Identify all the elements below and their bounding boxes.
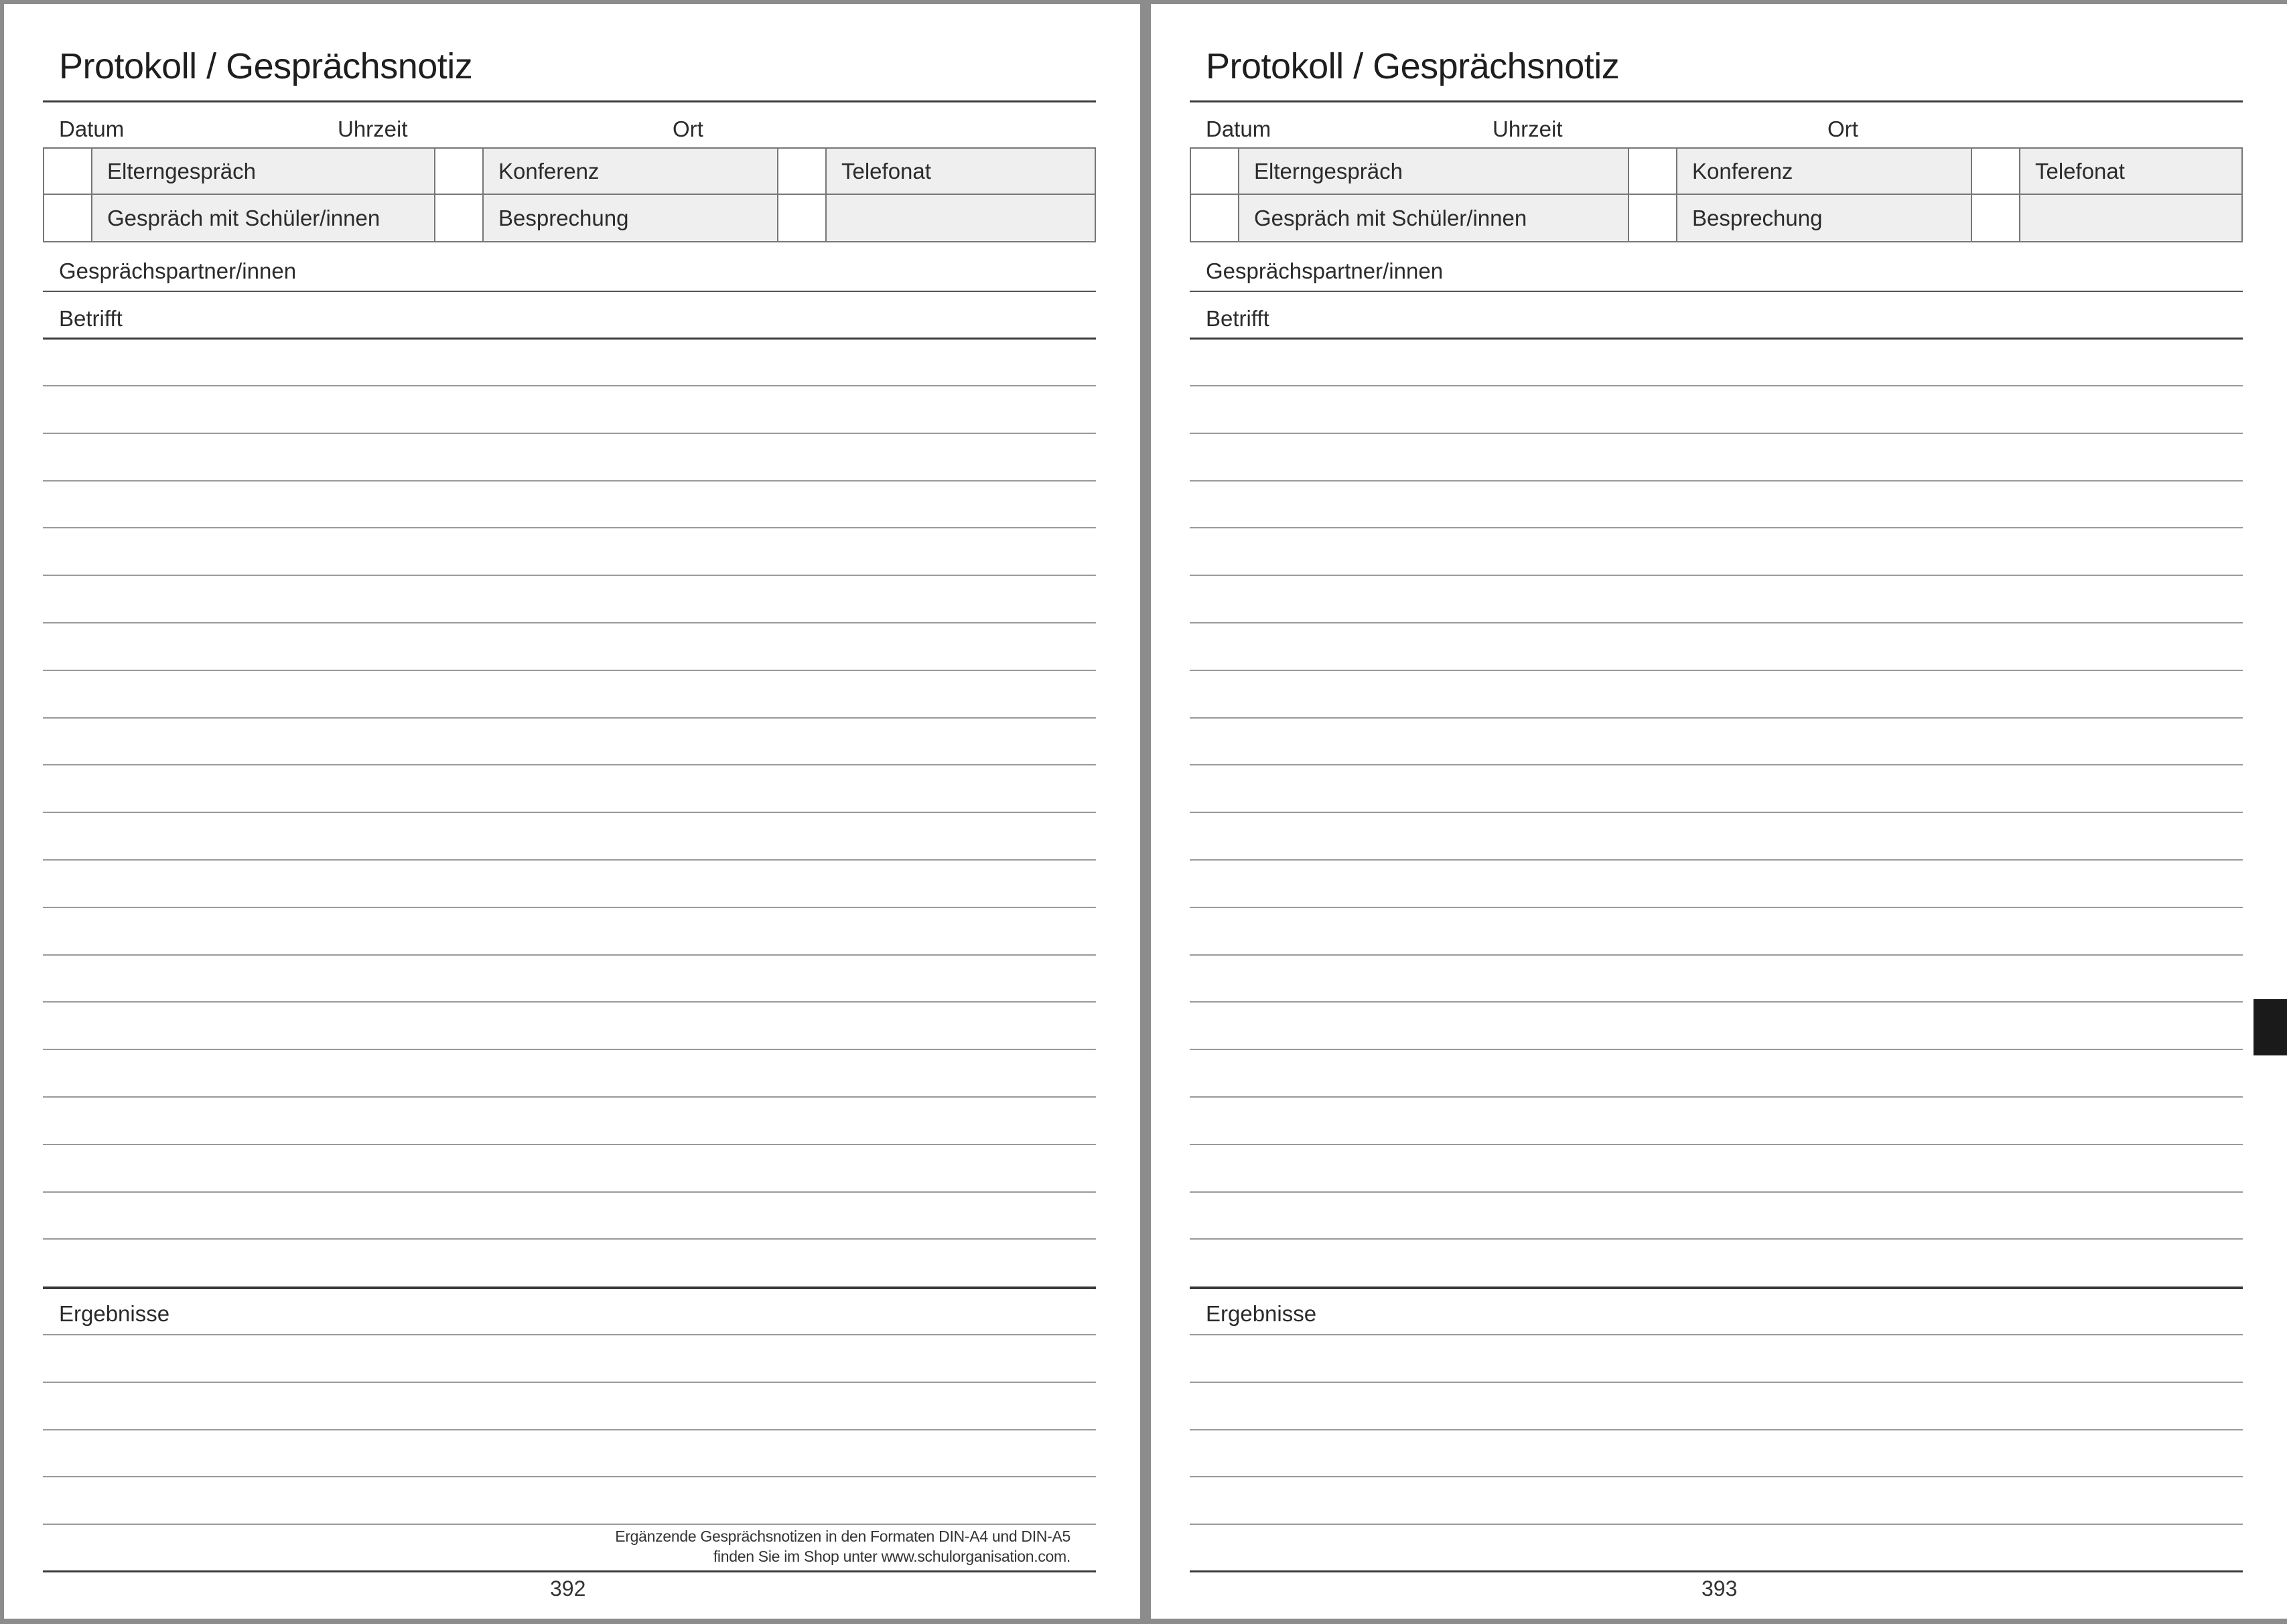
writing-line xyxy=(1190,1191,2243,1193)
uhrzeit-label: Uhrzeit xyxy=(1493,117,1563,141)
writing-line xyxy=(43,622,1096,623)
uhrzeit-label: Uhrzeit xyxy=(338,117,408,141)
writing-line xyxy=(1190,907,2243,908)
checkbox-gespraech-schueler[interactable] xyxy=(44,195,92,241)
writing-line xyxy=(1190,1524,2243,1525)
writing-line xyxy=(1190,1382,2243,1383)
writing-line xyxy=(43,1144,1096,1145)
type-label-besprechung: Besprechung xyxy=(484,195,778,241)
writing-line xyxy=(43,1238,1096,1240)
writing-line xyxy=(1190,764,2243,765)
writing-line xyxy=(43,812,1096,813)
writing-line xyxy=(43,1382,1096,1383)
writing-line xyxy=(43,385,1096,386)
conversation-type-grid xyxy=(1190,147,2243,242)
subject-label: Betrifft xyxy=(59,306,123,331)
thumb-index-tab xyxy=(2254,999,2287,1055)
checkbox-besprechung[interactable] xyxy=(1629,195,1677,241)
page-number: 392 xyxy=(550,1576,586,1601)
subject-label: Betrifft xyxy=(1206,306,1269,331)
page-title: Protokoll / Gesprächsnotiz xyxy=(59,46,473,86)
writing-line xyxy=(1190,1096,2243,1098)
bottom-rule xyxy=(43,1570,1096,1572)
writing-line xyxy=(1190,717,2243,719)
ort-label: Ort xyxy=(673,117,703,141)
writing-line xyxy=(43,717,1096,719)
footnote xyxy=(615,1526,1070,1566)
checkbox-other[interactable] xyxy=(1972,195,2020,241)
type-label-telefonat: Telefonat xyxy=(2020,149,2241,195)
partners-rule xyxy=(1190,291,2243,292)
checkbox-konferenz[interactable] xyxy=(1629,149,1677,195)
type-label-gespraech-schueler: Gespräch mit Schüler/innen xyxy=(1239,195,1629,241)
partners-label: Gesprächspartner/innen xyxy=(1206,259,1444,283)
writing-line xyxy=(43,954,1096,956)
subject-rule xyxy=(43,338,1096,340)
title-rule xyxy=(1190,100,2243,102)
writing-line xyxy=(43,480,1096,482)
notebook-page-right xyxy=(1151,4,2287,1619)
checkbox-elterngespraech[interactable] xyxy=(1191,149,1239,195)
checkbox-besprechung[interactable] xyxy=(435,195,484,241)
writing-line xyxy=(43,1001,1096,1003)
ort-label: Ort xyxy=(1827,117,1858,141)
type-label-other xyxy=(2020,195,2241,241)
page-title: Protokoll / Gesprächsnotiz xyxy=(1206,46,1620,86)
checkbox-gespraech-schueler[interactable] xyxy=(1191,195,1239,241)
writing-line xyxy=(1190,1429,2243,1430)
writing-line xyxy=(1190,954,2243,956)
type-label-gespraech-schueler: Gespräch mit Schüler/innen xyxy=(92,195,435,241)
title-rule xyxy=(43,100,1096,102)
writing-line xyxy=(43,575,1096,576)
datum-label: Datum xyxy=(59,117,125,141)
checkbox-konferenz[interactable] xyxy=(435,149,484,195)
type-label-elterngespraech: Elterngespräch xyxy=(92,149,435,195)
partners-label: Gesprächspartner/innen xyxy=(59,259,297,283)
writing-line xyxy=(43,433,1096,434)
writing-line xyxy=(43,1334,1096,1335)
page-number: 393 xyxy=(1702,1576,1738,1601)
type-label-telefonat: Telefonat xyxy=(827,149,1095,195)
bottom-rule xyxy=(1190,1570,2243,1572)
writing-line xyxy=(43,859,1096,861)
writing-line xyxy=(1190,1049,2243,1050)
type-label-elterngespraech: Elterngespräch xyxy=(1239,149,1629,195)
writing-line xyxy=(43,1286,1096,1287)
writing-line xyxy=(1190,859,2243,861)
writing-line xyxy=(43,764,1096,765)
results-label: Ergebnisse xyxy=(1206,1301,1317,1326)
results-rule-top xyxy=(1190,1287,2243,1289)
writing-line xyxy=(43,1096,1096,1098)
writing-line xyxy=(1190,1238,2243,1240)
partners-rule xyxy=(43,291,1096,292)
subject-rule xyxy=(1190,338,2243,340)
type-label-besprechung: Besprechung xyxy=(1677,195,1972,241)
writing-line xyxy=(43,1049,1096,1050)
type-label-other xyxy=(827,195,1095,241)
checkbox-telefonat[interactable] xyxy=(778,149,827,195)
writing-line xyxy=(43,1476,1096,1477)
writing-line xyxy=(43,907,1096,908)
checkbox-elterngespraech[interactable] xyxy=(44,149,92,195)
writing-line xyxy=(1190,1334,2243,1335)
writing-line xyxy=(43,1524,1096,1525)
writing-line xyxy=(1190,527,2243,528)
writing-line xyxy=(1190,385,2243,386)
writing-line xyxy=(43,1429,1096,1430)
results-label: Ergebnisse xyxy=(59,1301,170,1326)
writing-line xyxy=(1190,433,2243,434)
results-rule-top xyxy=(43,1287,1096,1289)
checkbox-other[interactable] xyxy=(778,195,827,241)
footnote-line-2: finden Sie im Shop unter www.schulorganisation.com. xyxy=(713,1548,1070,1565)
conversation-type-grid xyxy=(43,147,1096,242)
checkbox-telefonat[interactable] xyxy=(1972,149,2020,195)
writing-line xyxy=(1190,1476,2243,1477)
footnote-line-1: Ergänzende Gesprächsnotizen in den Formaten DIN-A4 und DIN-A5 xyxy=(615,1528,1070,1545)
writing-line xyxy=(43,527,1096,528)
writing-line xyxy=(1190,670,2243,671)
writing-line xyxy=(1190,1286,2243,1287)
writing-line xyxy=(1190,480,2243,482)
writing-line xyxy=(1190,1144,2243,1145)
type-label-konferenz: Konferenz xyxy=(484,149,778,195)
writing-line xyxy=(1190,1001,2243,1003)
writing-line xyxy=(1190,622,2243,623)
type-label-konferenz: Konferenz xyxy=(1677,149,1972,195)
writing-line xyxy=(1190,812,2243,813)
writing-line xyxy=(1190,575,2243,576)
datum-label: Datum xyxy=(1206,117,1271,141)
notebook-page-left xyxy=(4,4,1140,1619)
writing-line xyxy=(43,1191,1096,1193)
writing-line xyxy=(43,670,1096,671)
